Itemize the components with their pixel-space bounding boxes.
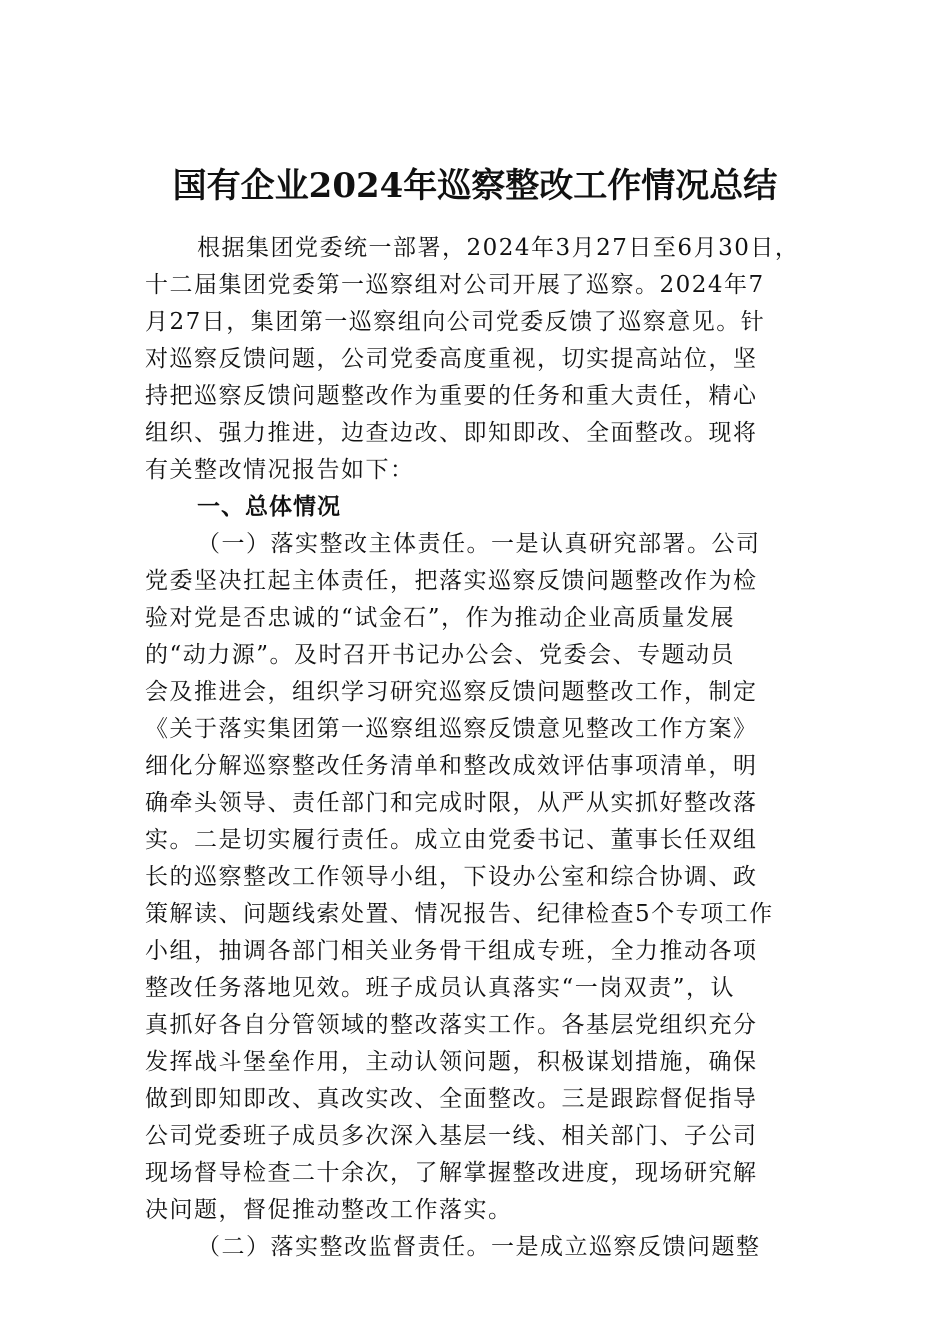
paragraph-line: （二）落实整改监督责任。一是成立巡察反馈问题整 bbox=[197, 1234, 761, 1260]
paragraph-line: 根据集团党委统一部署，2024年3月27日至6月30日， bbox=[197, 235, 800, 261]
paragraph-line: 小组，抽调各部门相关业务骨干组成专班，全力推动各项 bbox=[145, 938, 758, 964]
paragraph-line: 党委坚决扛起主体责任，把落实巡察反馈问题整改作为检 bbox=[145, 568, 758, 594]
paragraph-line: 验对党是否忠诚的“试金石”，作为推动企业高质量发展 bbox=[145, 605, 736, 631]
paragraph-line: 组织、强力推进，边查边改、即知即改、全面整改。现将 bbox=[145, 420, 758, 446]
paragraph-line: 会及推进会，组织学习研究巡察反馈问题整改工作，制定 bbox=[145, 679, 758, 705]
paragraph-line: 长的巡察整改工作领导小组，下设办公室和综合协调、政 bbox=[145, 864, 758, 890]
paragraph-line: 实。二是切实履行责任。成立由党委书记、董事长任双组 bbox=[145, 827, 758, 853]
paragraph-line: 公司党委班子成员多次深入基层一线、相关部门、子公司 bbox=[145, 1123, 758, 1149]
paragraph-line: 对巡察反馈问题，公司党委高度重视，切实提高站位，坚 bbox=[145, 346, 758, 372]
paragraph-line: 做到即知即改、真改实改、全面整改。三是跟踪督促指导 bbox=[145, 1086, 758, 1112]
paragraph-line: 现场督导检查二十余次，了解掌握整改进度，现场研究解 bbox=[145, 1160, 758, 1186]
paragraph-line: 《关于落实集团第一巡察组巡察反馈意见整改工作方案》 bbox=[145, 716, 758, 742]
paragraph-line: 细化分解巡察整改任务清单和整改成效评估事项清单，明 bbox=[145, 753, 758, 779]
paragraph-line: 决问题，督促推动整改工作落实。 bbox=[145, 1197, 513, 1223]
paragraph-line: 确牵头领导、责任部门和完成时限，从严从实抓好整改落 bbox=[145, 790, 758, 816]
document-title: 国有企业2024年巡察整改工作情况总结 bbox=[172, 166, 778, 206]
paragraph-line: 的“动力源”。及时召开书记办公会、党委会、专题动员 bbox=[145, 642, 736, 668]
section-heading: 一、总体情况 bbox=[197, 494, 341, 520]
paragraph-line: 十二届集团党委第一巡察组对公司开展了巡察。2024年7 bbox=[145, 272, 765, 298]
paragraph-line: （一）落实整改主体责任。一是认真研究部署。公司 bbox=[197, 531, 761, 557]
paragraph-line: 整改任务落地见效。班子成员认真落实“一岗双责”，认 bbox=[145, 975, 736, 1001]
paragraph-line: 月27日，集团第一巡察组向公司党委反馈了巡察意见。针 bbox=[145, 309, 766, 335]
paragraph-line: 策解读、问题线索处置、情况报告、纪律检查5个专项工作 bbox=[145, 901, 774, 927]
paragraph-line: 有关整改情况报告如下： bbox=[145, 457, 415, 483]
paragraph-line: 持把巡察反馈问题整改作为重要的任务和重大责任，精心 bbox=[145, 383, 758, 409]
paragraph-line: 真抓好各自分管领域的整改落实工作。各基层党组织充分 bbox=[145, 1012, 758, 1038]
document-body bbox=[145, 230, 805, 1266]
paragraph-line: 发挥战斗堡垒作用，主动认领问题，积极谋划措施，确保 bbox=[145, 1049, 758, 1075]
